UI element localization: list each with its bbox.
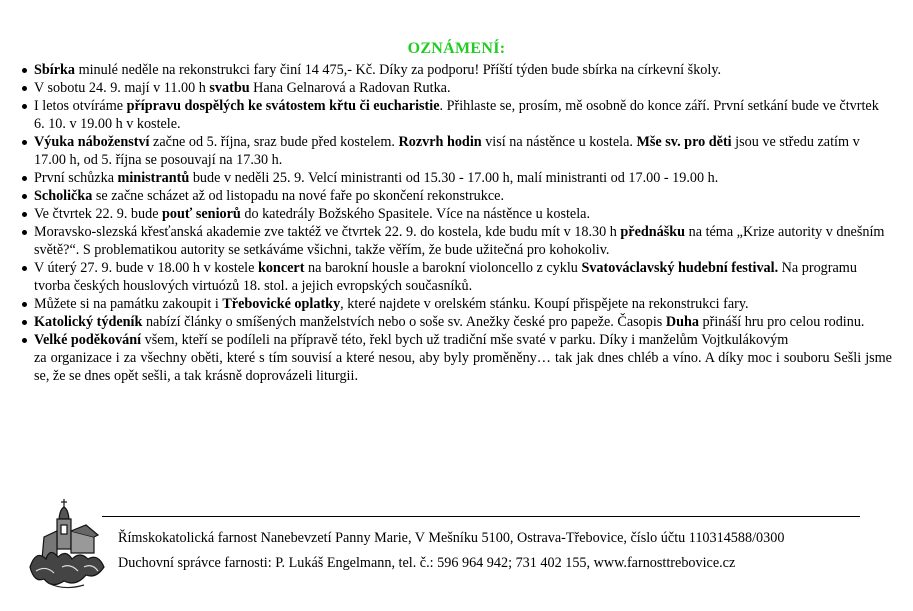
item-text: se začne scházet až od listopadu na nové faře po skončení rekonstrukce.	[92, 188, 505, 204]
footer-divider	[102, 516, 860, 517]
item-text: přináší hru pro celou rodinu.	[699, 314, 865, 330]
highlight-text: Velké poděkování	[34, 332, 142, 348]
list-item	[22, 169, 892, 187]
highlight-text: Scholička	[34, 188, 93, 204]
item-text: minulé neděle na rekonstrukci fary činí 14 475,- Kč. Díky za podporu! Příští týden bude sbírka na církevní školy.	[75, 62, 722, 78]
highlight-text: pouť seniorů	[162, 206, 241, 222]
item-text: bude v neděli 25. 9. Velcí ministranti od 15.30 - 17.00 h, malí ministranti od 17.00 - 19.00 h.	[189, 170, 719, 186]
item-text: V sobotu 24. 9. mají v 11.00 h	[34, 80, 210, 96]
item-text: visí na nástěnce u kostela.	[481, 134, 637, 150]
list-item	[22, 205, 892, 223]
page-title: OZNÁMENÍ:	[407, 40, 506, 57]
list-item	[22, 259, 892, 295]
highlight-text: Svatováclavský hudební festival.	[581, 260, 779, 276]
church-drawing-icon	[26, 497, 108, 593]
item-text: Ve čtvrtek 22. 9. bude	[34, 206, 163, 222]
item-text: I letos otvíráme	[34, 98, 127, 114]
item-text: V úterý 27. 9. bude v 18.00 h v kostele	[34, 260, 258, 276]
highlight-text: Rozvrh hodin	[398, 134, 482, 150]
list-item	[22, 187, 892, 205]
highlight-text: přípravu dospělých ke svátostem křtu či eucharistie	[126, 98, 440, 114]
announcements-list	[22, 61, 892, 385]
list-item	[22, 331, 892, 385]
highlight-text: Duha	[665, 314, 699, 330]
item-text: nabízí články o smíšených manželstvích nebo o soše sv. Anežky české pro papeže. Časopis	[142, 314, 666, 330]
highlight-text: koncert	[257, 260, 305, 276]
item-text: na téma „Krize autority v dnešním světě?“. S problematikou autority se setkáváme všichni, takže věřím, že bude užitečná pro kohokoliv.	[34, 224, 885, 258]
item-text: všem, kteří se podíleli na přípravě této, řekl bych už tradiční mše svaté v parku. Díky i manželům Vojtkulákovým	[141, 332, 789, 348]
list-item	[22, 223, 892, 259]
item-text: začne od 5. října, sraz bude před kostelem.	[149, 134, 399, 150]
list-item	[22, 133, 892, 169]
item-continuation-text: za organizace i za všechny oběti, které s tím souvisí a které nesou, aby byly proměněny… tak jak dnes chléb a víno. A díky moc i souboru Sešli jsme se, že se dnes opět sešli, a tak krásně doprovázeli liturgii.	[34, 350, 892, 384]
list-item	[22, 295, 892, 313]
item-text: na barokní housle a barokní violoncello z cyklu	[304, 260, 582, 276]
highlight-text: ministrantů	[117, 170, 190, 186]
item-text: jsou ve středu zatím v 17.00 h, od 5. října se posouvají na 17.30 h.	[34, 134, 860, 168]
highlight-text: přednášku	[620, 224, 686, 240]
item-text: Na programu tvorba českých houslových virtuózů 18. stol. a jejich evropských současníků.	[34, 260, 857, 294]
footer-parish-line: Římskokatolická farnost Nanebevzetí Panny Marie, V Mešníku 5100, Ostrava-Třebovice, číslo účtu 110314588/0300	[118, 530, 785, 546]
highlight-text: svatbu	[209, 80, 250, 96]
highlight-text: Výuka náboženství	[34, 134, 150, 150]
highlight-text: Mše sv. pro děti	[636, 134, 732, 150]
highlight-text: Třebovické oplatky	[222, 296, 341, 312]
item-text: První schůzka	[34, 170, 118, 186]
highlight-text: Sbírka	[34, 62, 76, 78]
list-item	[22, 79, 892, 97]
item-text: do katedrály Božského Spasitele. Více na nástěnce u kostela.	[240, 206, 590, 222]
list-item	[22, 313, 892, 331]
item-text: Hana Gelnarová a Radovan Rutka.	[249, 80, 451, 96]
item-text: Můžete si na památku zakoupit i	[34, 296, 223, 312]
highlight-text: Katolický týdeník	[34, 314, 143, 330]
list-item	[22, 97, 892, 133]
footer-contact-line: Duchovní správce farnosti: P. Lukáš Engelmann, tel. č.: 596 964 942; 731 402 155, www.farnosttrebovice.cz	[118, 555, 736, 571]
item-text: , které najdete v orelském stánku. Koupí přispějete na rekonstrukci fary.	[340, 296, 749, 312]
item-text: Moravsko-slezská křesťanská akademie zve taktéž ve čtvrtek 22. 9. do kostela, kde budu mít v 18.30 h	[34, 224, 621, 240]
list-item	[22, 61, 892, 79]
item-text: . Přihlaste se, prosím, mě osobně do konce září. První setkání bude ve čtvrtek 6. 10. v 19.00 h v kostele.	[34, 98, 879, 132]
